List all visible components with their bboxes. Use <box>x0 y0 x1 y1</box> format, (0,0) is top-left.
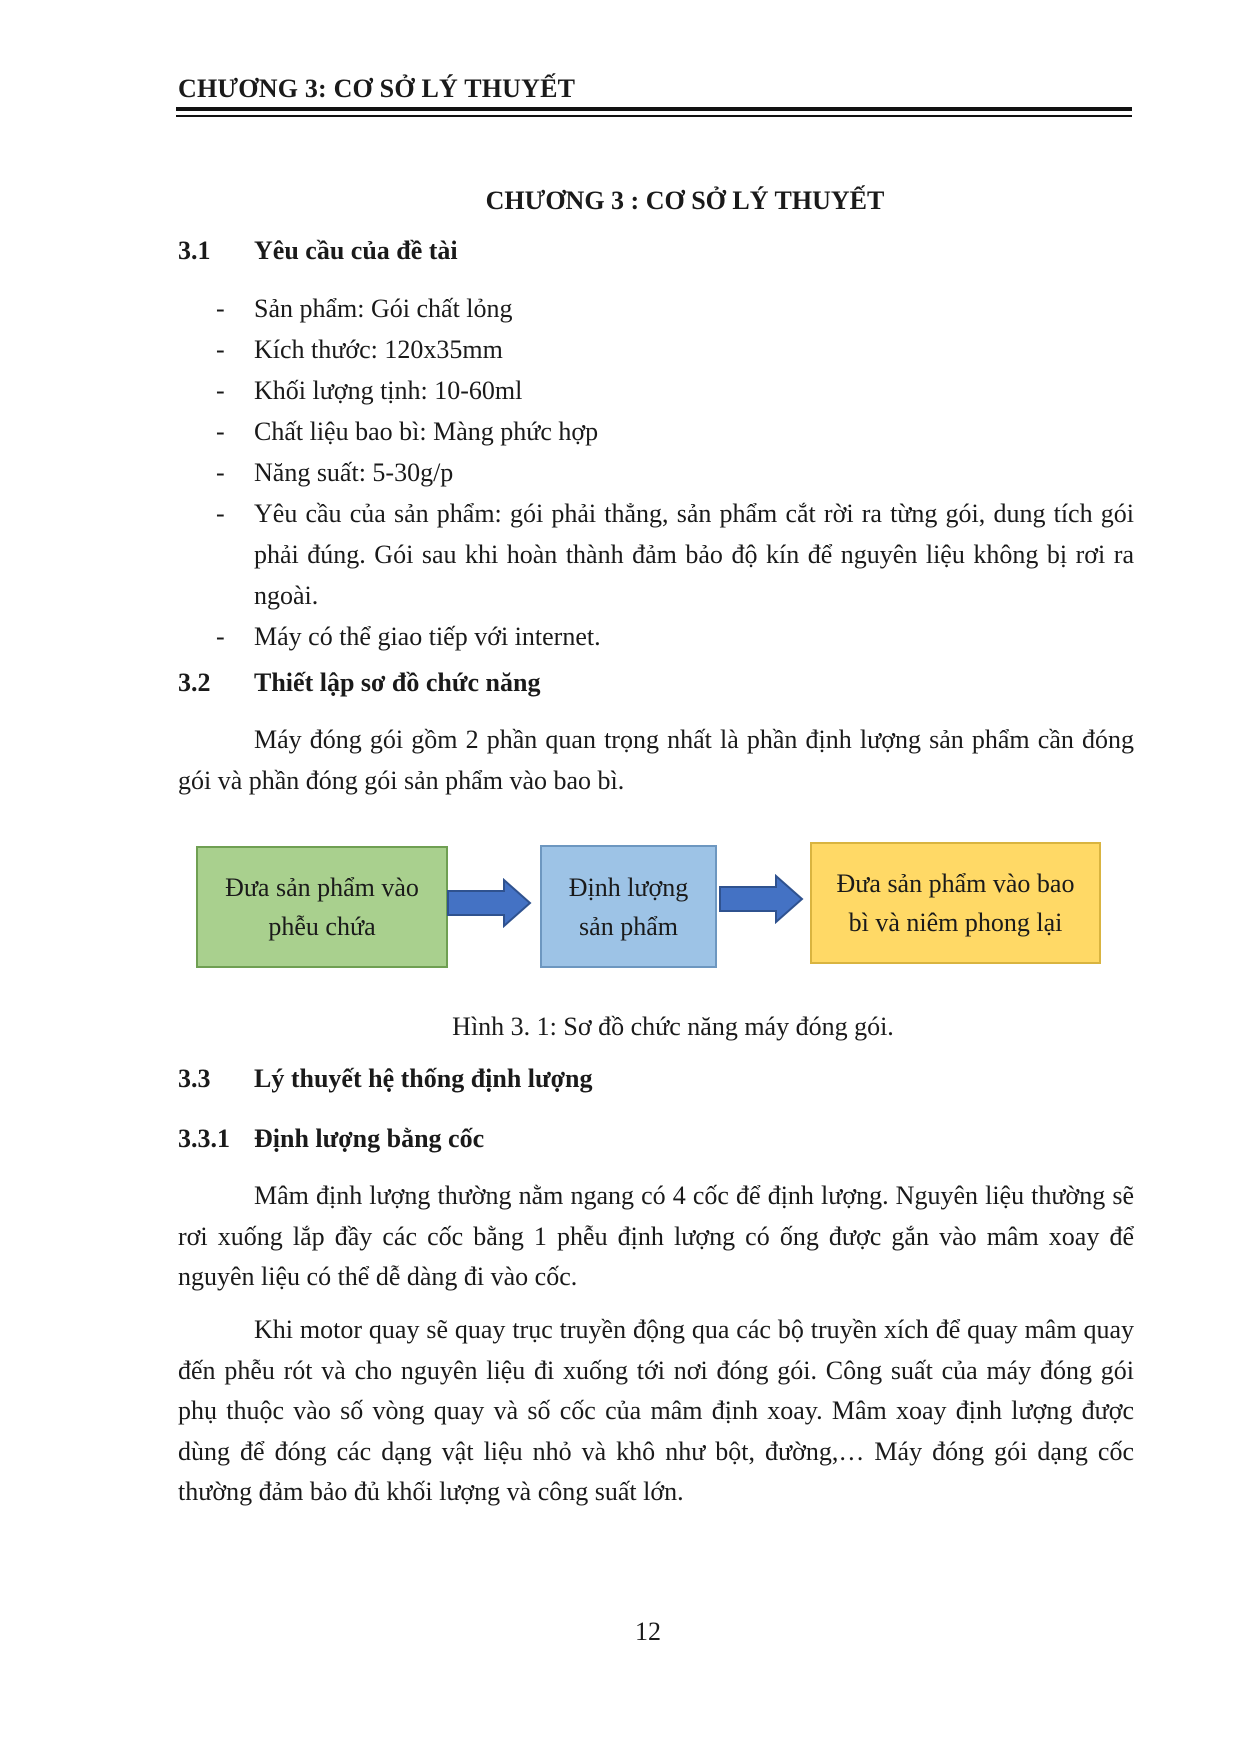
section-heading-3-1 <box>178 236 458 266</box>
section-title: Lý thuyết hệ thống định lượng <box>254 1064 593 1093</box>
list-item: - Sản phẩm: Gói chất lỏng <box>216 294 513 323</box>
requirements-list <box>178 288 1134 657</box>
diagram-box-dosing <box>540 845 717 968</box>
arrow-right-icon <box>446 878 534 928</box>
running-header: CHƯƠNG 3: CƠ SỞ LÝ THUYẾT <box>178 74 576 103</box>
box-line: bì và niêm phong lại <box>848 908 1063 937</box>
list-item: - Yêu cầu của sản phẩm: gói phải thẳng, sản phẩm cắt rời ra từng gói, dung tích gói phải đúng. Gói sau khi hoàn thành đảm bảo độ kín để nguyên liệu không bị rơi ra ngoài. <box>216 499 1134 610</box>
section-title: Thiết lập sơ đồ chức năng <box>254 668 541 697</box>
section-number: 3.3.1 <box>178 1124 230 1153</box>
header-rule-thin <box>176 115 1132 117</box>
list-item: - Năng suất: 5-30g/p <box>216 458 454 487</box>
header-rule-thick <box>176 107 1132 111</box>
list-item: - Khối lượng tịnh: 10-60ml <box>216 376 523 405</box>
paragraph-cup-dosing-2: Khi motor quay sẽ quay trục truyền động qua các bộ truyền xích để quay mâm quay đến phễu rót và cho nguyên liệu đi xuống tới nơi đóng gói. Công suất của máy đóng gói phụ thuộc vào số vòng quay và số cốc của mâm định xoay. Mâm xoay định lượng được dùng để đóng các dạng vật liệu nhỏ và khô như bột, đường,… Máy đóng gói dạng cốc thường đảm bảo đủ khối lượng và công suất lớn. <box>178 1315 1134 1506</box>
list-item: - Kích thước: 120x35mm <box>216 335 503 364</box>
box-line: Đưa sản phẩm vào bao <box>836 869 1075 898</box>
diagram-box-feed <box>196 846 448 968</box>
section-number: 3.3 <box>178 1064 211 1093</box>
section-number: 3.1 <box>178 236 211 265</box>
box-line: phễu chứa <box>268 912 376 941</box>
list-item: - Máy có thể giao tiếp với internet. <box>216 622 601 651</box>
section-title: Yêu cầu của đề tài <box>254 236 458 265</box>
list-item: - Chất liệu bao bì: Màng phức hợp <box>216 417 599 446</box>
chapter-title: CHƯƠNG 3 : CƠ SỞ LÝ THUYẾT <box>485 186 885 215</box>
paragraph-function-diagram: Máy đóng gói gồm 2 phần quan trọng nhất là phần định lượng sản phẩm cần đóng gói và phần đóng gói sản phẩm vào bao bì. <box>178 725 1134 795</box>
arrow-right-icon <box>718 874 806 924</box>
figure-caption: Hình 3. 1: Sơ đồ chức năng máy đóng gói. <box>452 1012 894 1041</box>
box-line: Định lượng <box>568 872 689 902</box>
page-number: 12 <box>635 1617 661 1646</box>
box-line: sản phẩm <box>579 911 678 941</box>
paragraph-cup-dosing-1: Mâm định lượng thường nằm ngang có 4 cốc để định lượng. Nguyên liệu thường sẽ rơi xuống lắp đầy các cốc bằng 1 phễu định lượng có ống được gắn vào mâm xoay để nguyên liệu có thể dễ dàng đi vào cốc. <box>178 1181 1134 1291</box>
diagram-box-packaging <box>810 842 1101 964</box>
section-number: 3.2 <box>178 668 211 697</box>
section-heading-3-3-1 <box>178 1124 484 1154</box>
box-line: Đưa sản phẩm vào <box>225 873 419 902</box>
section-heading-3-3 <box>178 1064 592 1094</box>
section-heading-3-2 <box>178 668 540 698</box>
section-title: Định lượng bằng cốc <box>254 1124 485 1153</box>
